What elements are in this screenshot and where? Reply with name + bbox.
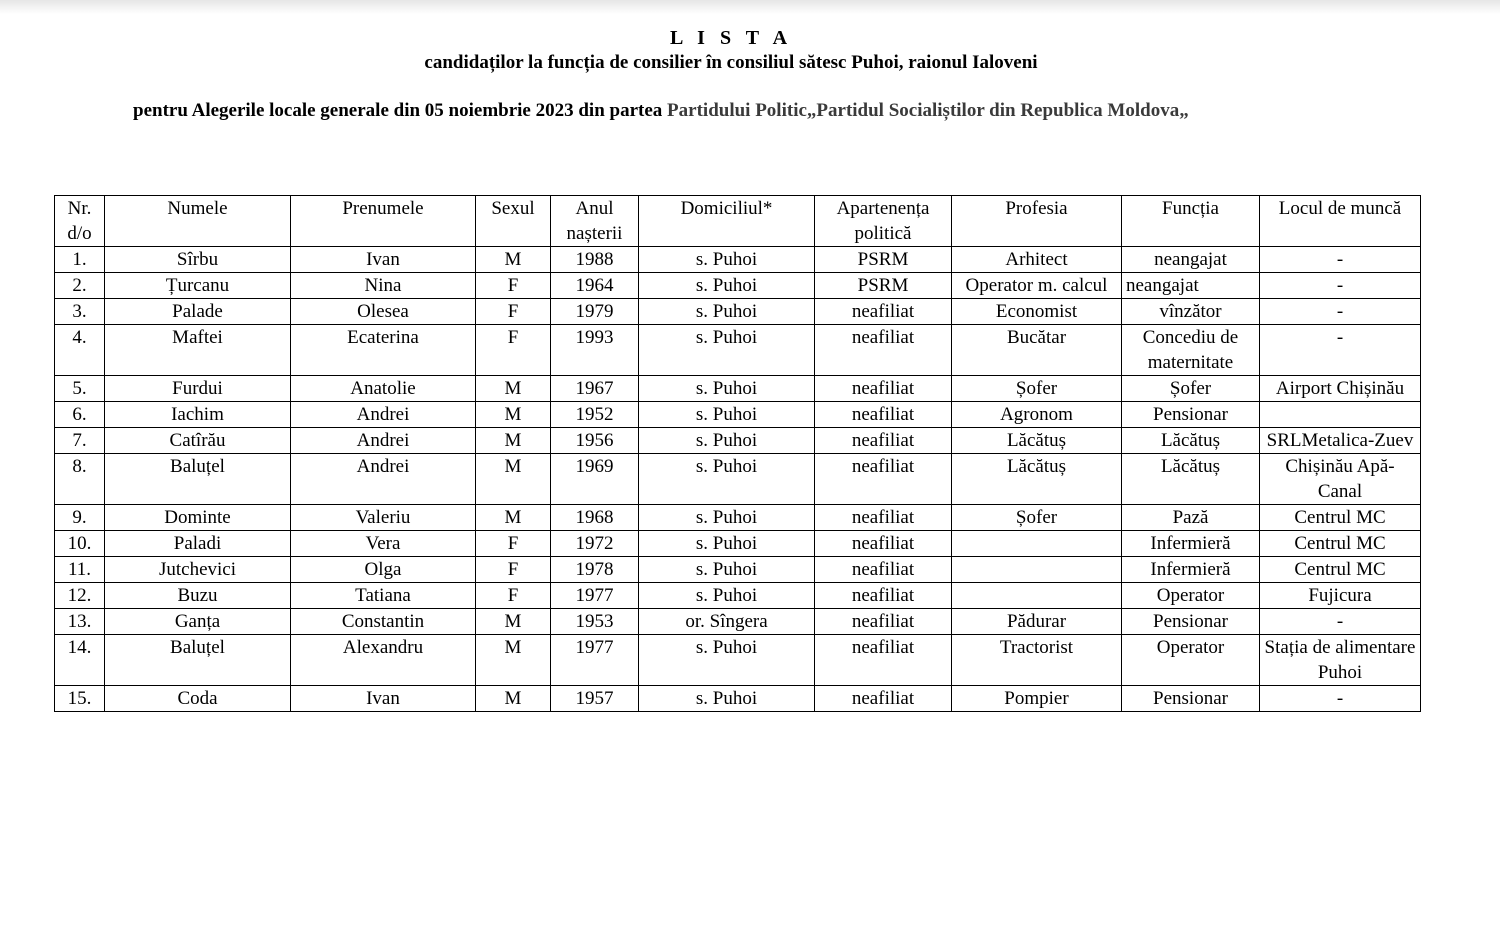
apartenenta-cell: neafiliat [815,299,952,325]
prenume-cell: Tatiana [291,583,476,609]
sex-cell: F [476,531,551,557]
column-header-profesia: Profesia [952,196,1122,247]
domiciliu-cell: s. Puhoi [639,635,815,686]
nr-cell: 4. [55,325,105,376]
prenume-cell: Olesea [291,299,476,325]
functia-cell: Pensionar [1122,609,1260,635]
domiciliu-cell: s. Puhoi [639,325,815,376]
domiciliu-cell: s. Puhoi [639,583,815,609]
table-row [55,376,1421,402]
table-body [55,247,1421,712]
an-cell: 1977 [551,635,639,686]
nr-cell: 5. [55,376,105,402]
functia-cell: Operator [1122,635,1260,686]
prenume-cell: Andrei [291,428,476,454]
sex-cell: M [476,609,551,635]
domiciliu-cell: s. Puhoi [639,299,815,325]
loc-cell: Centrul MC [1260,531,1421,557]
nume-cell: Jutchevici [105,557,291,583]
apartenenta-cell: neafiliat [815,505,952,531]
loc-cell: Chișinău Apă-Canal [1260,454,1421,505]
nume-cell: Țurcanu [105,273,291,299]
document-title: L I S T A [669,27,793,49]
candidates-table [54,195,1421,712]
profesia-cell: Lăcătuș [952,428,1122,454]
domiciliu-cell: s. Puhoi [639,402,815,428]
loc-cell: Stația de alimentare Puhoi [1260,635,1421,686]
sex-cell: F [476,557,551,583]
prenume-cell: Nina [291,273,476,299]
apartenenta-cell: neafiliat [815,583,952,609]
apartenenta-cell: neafiliat [815,531,952,557]
domiciliu-cell: s. Puhoi [639,247,815,273]
nr-cell: 3. [55,299,105,325]
profesia-cell: Șofer [952,376,1122,402]
domiciliu-cell: s. Puhoi [639,686,815,712]
an-cell: 1993 [551,325,639,376]
functia-cell: neangajat [1122,273,1260,299]
prenume-cell: Ivan [291,686,476,712]
loc-cell: - [1260,247,1421,273]
sex-cell: F [476,299,551,325]
profesia-cell: Operator m. calcul [952,273,1122,299]
table-row [55,402,1421,428]
profesia-cell: Bucătar [952,325,1122,376]
sex-cell: F [476,325,551,376]
prenume-cell: Alexandru [291,635,476,686]
domiciliu-cell: s. Puhoi [639,454,815,505]
an-cell: 1953 [551,609,639,635]
an-cell: 1956 [551,428,639,454]
an-cell: 1957 [551,686,639,712]
sex-cell: M [476,635,551,686]
party-name: Partidului Politic„Partidul Socialiștilor din Republica Moldova„ [667,100,1189,121]
table-row [55,299,1421,325]
apartenenta-cell: neafiliat [815,454,952,505]
functia-cell: Pensionar [1122,402,1260,428]
functia-cell: neangajat [1122,247,1260,273]
sex-cell: F [476,273,551,299]
an-cell: 1977 [551,583,639,609]
an-cell: 1978 [551,557,639,583]
domiciliu-cell: s. Puhoi [639,505,815,531]
sex-cell: M [476,402,551,428]
table-row [55,609,1421,635]
apartenenta-cell: neafiliat [815,635,952,686]
column-header-locul: Locul de muncă [1260,196,1421,247]
apartenenta-cell: neafiliat [815,557,952,583]
nume-cell: Furdui [105,376,291,402]
loc-cell: Airport Chișinău [1260,376,1421,402]
sex-cell: M [476,454,551,505]
column-header-apartenenta: Apartenența politică [815,196,952,247]
column-header-domiciliul: Domiciliul* [639,196,815,247]
functia-cell: vînzător [1122,299,1260,325]
loc-cell: - [1260,299,1421,325]
functia-cell: Concediu de maternitate [1122,325,1260,376]
nume-cell: Paladi [105,531,291,557]
apartenenta-cell: neafiliat [815,376,952,402]
apartenenta-cell: PSRM [815,247,952,273]
nume-cell: Baluțel [105,635,291,686]
profesia-cell [952,557,1122,583]
election-line [133,98,1189,124]
prenume-cell: Valeriu [291,505,476,531]
loc-cell: SRLMetalica-Zuev [1260,428,1421,454]
an-cell: 1967 [551,376,639,402]
sex-cell: M [476,428,551,454]
table-row [55,273,1421,299]
domiciliu-cell: s. Puhoi [639,428,815,454]
top-shadow [0,0,1500,14]
table-row [55,454,1421,505]
functia-cell: Șofer [1122,376,1260,402]
an-cell: 1964 [551,273,639,299]
functia-cell: Operator [1122,583,1260,609]
domiciliu-cell: s. Puhoi [639,531,815,557]
prenume-cell: Andrei [291,454,476,505]
sex-cell: M [476,686,551,712]
profesia-cell: Lăcătuș [952,454,1122,505]
functia-cell: Lăcătuș [1122,428,1260,454]
nume-cell: Coda [105,686,291,712]
table-header-row [55,196,1421,247]
sex-cell: M [476,376,551,402]
nr-cell: 12. [55,583,105,609]
loc-cell: - [1260,325,1421,376]
nr-cell: 13. [55,609,105,635]
profesia-cell: Agronom [952,402,1122,428]
prenume-cell: Ecaterina [291,325,476,376]
domiciliu-cell: or. Sîngera [639,609,815,635]
column-header-anul: Anul nașterii [551,196,639,247]
nr-cell: 1. [55,247,105,273]
prenume-cell: Constantin [291,609,476,635]
profesia-cell: Șofer [952,505,1122,531]
domiciliu-cell: s. Puhoi [639,376,815,402]
loc-cell: Centrul MC [1260,557,1421,583]
functia-cell: Lăcătuș [1122,454,1260,505]
loc-cell: - [1260,609,1421,635]
nume-cell: Buzu [105,583,291,609]
apartenenta-cell: neafiliat [815,325,952,376]
nr-cell: 14. [55,635,105,686]
document-heading [0,26,1462,76]
nr-cell: 9. [55,505,105,531]
column-header-sexul: Sexul [476,196,551,247]
table-row [55,583,1421,609]
loc-cell: Centrul MC [1260,505,1421,531]
domiciliu-cell: s. Puhoi [639,557,815,583]
table-row [55,635,1421,686]
an-cell: 1979 [551,299,639,325]
nume-cell: Maftei [105,325,291,376]
an-cell: 1988 [551,247,639,273]
an-cell: 1952 [551,402,639,428]
apartenenta-cell: neafiliat [815,609,952,635]
nr-cell: 15. [55,686,105,712]
loc-cell: - [1260,273,1421,299]
an-cell: 1968 [551,505,639,531]
column-header-functia: Funcția [1122,196,1260,247]
apartenenta-cell: PSRM [815,273,952,299]
profesia-cell: Economist [952,299,1122,325]
an-cell: 1972 [551,531,639,557]
sex-cell: M [476,505,551,531]
nume-cell: Ganța [105,609,291,635]
profesia-cell: Tractorist [952,635,1122,686]
table-row [55,428,1421,454]
table-row [55,247,1421,273]
prenume-cell: Andrei [291,402,476,428]
profesia-cell: Pădurar [952,609,1122,635]
column-header-prenumele: Prenumele [291,196,476,247]
loc-cell [1260,402,1421,428]
table-row [55,557,1421,583]
nr-cell: 2. [55,273,105,299]
functia-cell: Pază [1122,505,1260,531]
profesia-cell: Arhitect [952,247,1122,273]
sex-cell: M [476,247,551,273]
profesia-cell [952,583,1122,609]
profesia-cell: Pompier [952,686,1122,712]
nume-cell: Palade [105,299,291,325]
column-header-numele: Numele [105,196,291,247]
prenume-cell: Ivan [291,247,476,273]
functia-cell: Infermieră [1122,531,1260,557]
nr-cell: 6. [55,402,105,428]
table-row [55,686,1421,712]
prenume-cell: Vera [291,531,476,557]
table-row [55,325,1421,376]
apartenenta-cell: neafiliat [815,428,952,454]
loc-cell: Fujicura [1260,583,1421,609]
domiciliu-cell: s. Puhoi [639,273,815,299]
table-row [55,531,1421,557]
sex-cell: F [476,583,551,609]
nume-cell: Iachim [105,402,291,428]
election-text: pentru Alegerile locale generale din 05 noiembrie 2023 din partea [133,100,668,121]
profesia-cell [952,531,1122,557]
nr-cell: 10. [55,531,105,557]
nume-cell: Catîrău [105,428,291,454]
nr-cell: 11. [55,557,105,583]
prenume-cell: Anatolie [291,376,476,402]
an-cell: 1969 [551,454,639,505]
column-header-nr: Nr. d/o [55,196,105,247]
nume-cell: Sîrbu [105,247,291,273]
apartenenta-cell: neafiliat [815,402,952,428]
table-row [55,505,1421,531]
nume-cell: Baluțel [105,454,291,505]
prenume-cell: Olga [291,557,476,583]
nume-cell: Dominte [105,505,291,531]
nr-cell: 8. [55,454,105,505]
document-subtitle: candidaților la funcția de consilier în consiliul sătesc Puhoi, raionul Ialoveni [424,52,1038,73]
functia-cell: Infermieră [1122,557,1260,583]
nr-cell: 7. [55,428,105,454]
loc-cell: - [1260,686,1421,712]
functia-cell: Pensionar [1122,686,1260,712]
apartenenta-cell: neafiliat [815,686,952,712]
